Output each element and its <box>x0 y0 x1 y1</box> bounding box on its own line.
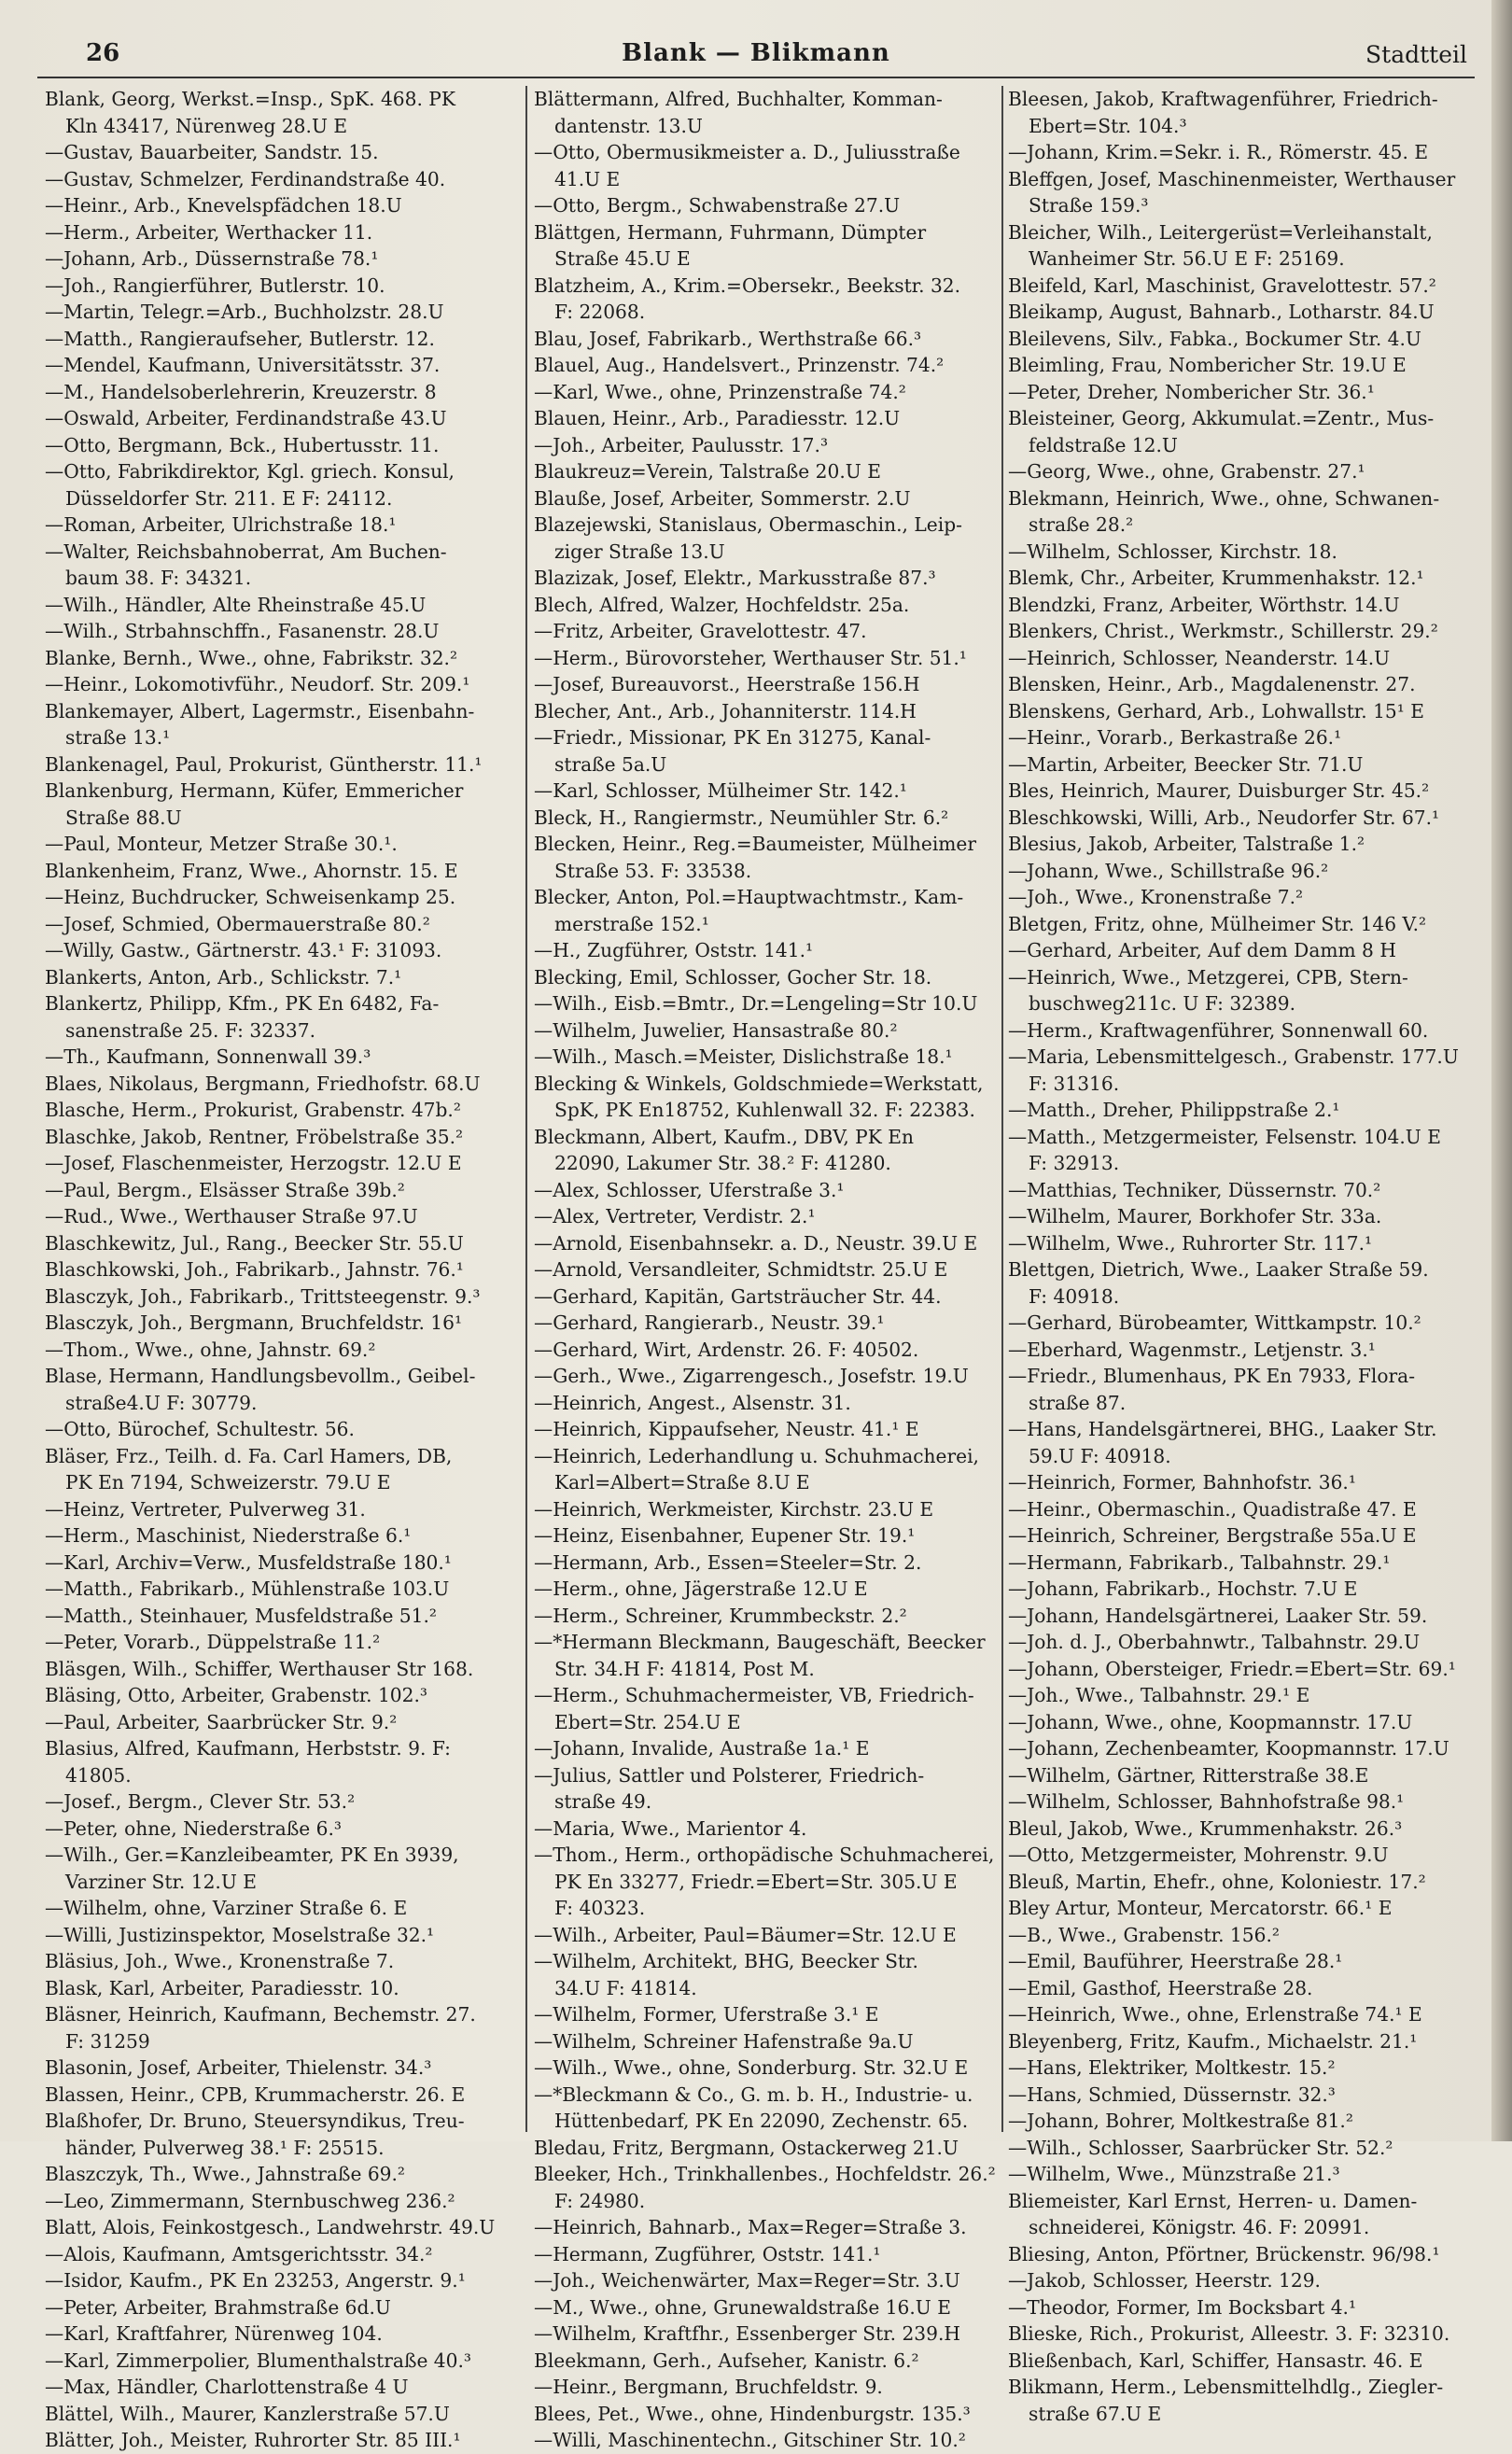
directory-line: —Wilhelm, Gärtner, Ritterstraße 38.E <box>1008 1763 1369 1787</box>
directory-line: —Johann, Bohrer, Moltkestraße 81.² <box>1008 2110 1353 2132</box>
directory-line: —Willi, Maschinentechn., Gitschiner Str. 10.² <box>534 2429 966 2451</box>
directory-line: —Friedr., Blumenhaus, PK En 7933, Flora- <box>1008 1365 1416 1387</box>
directory-line: Blauel, Aug., Handelsvert., Prinzenstr. 74.² <box>534 354 945 376</box>
directory-line: —Wilhelm, Schreiner Hafenstraße 9a.U <box>534 2029 914 2053</box>
directory-line: —Heinrich, Schreiner, Bergstraße 55a.U E <box>1008 1524 1417 1547</box>
directory-line: —Hermann, Zugführer, Oststr. 141.¹ <box>534 2242 881 2265</box>
directory-line: —Herm., Bürovorsteher, Werthauser Str. 51.¹ <box>534 646 967 669</box>
directory-line: —Peter, Arbeiter, Brahmstraße 6d.U <box>45 2295 391 2319</box>
directory-line: —Josef., Bergm., Clever Str. 53.² <box>45 1790 356 1813</box>
directory-line: dantenstr. 13.U <box>554 114 703 137</box>
directory-line: Bleul, Jakob, Wwe., Krummenhakstr. 26.³ <box>1008 1816 1403 1840</box>
directory-line: Blaukreuz=Verein, Talstraße 20.U E <box>534 460 881 483</box>
directory-line: F: 31316. <box>1029 1072 1120 1095</box>
directory-line: —Johann, Fabrikarb., Hochstr. 7.U E <box>1008 1578 1358 1600</box>
directory-line: —Matth., Fabrikarb., Mühlenstraße 103.U <box>45 1578 450 1600</box>
directory-line: —Wilhelm, Kraftfhr., Essenberger Str. 239.H <box>534 2322 961 2345</box>
directory-line: —Gerhard, Arbeiter, Auf dem Damm 8 H <box>1008 939 1396 961</box>
directory-line: —Karl, Kraftfahrer, Nürenweg 104. <box>45 2322 383 2345</box>
directory-line: —Josef, Flaschenmeister, Herzogstr. 12.U E <box>45 1152 462 1174</box>
directory-line: Blättermann, Alfred, Buchhalter, Komman- <box>534 88 943 110</box>
directory-line: —Josef, Bureauvorst., Heerstraße 156.H <box>534 673 920 695</box>
directory-line: —Wilh., Ger.=Kanzleibeamter, PK En 3939, <box>45 1844 459 1866</box>
directory-line: Blenkers, Christ., Werkmstr., Schillerstr. 29.² <box>1008 620 1438 642</box>
directory-line: Blaschke, Jakob, Rentner, Fröbelstraße 35.² <box>45 1125 464 1148</box>
directory-line: —Karl, Schlosser, Mülheimer Str. 142.¹ <box>534 779 907 802</box>
directory-line: —Joh. d. J., Oberbahnwtr., Talbahnstr. 29.U <box>1008 1631 1421 1653</box>
directory-line: —Rud., Wwe., Werthauser Straße 97.U <box>45 1205 418 1227</box>
directory-line: —Hans, Handelsgärtnerei, BHG., Laaker Str. <box>1008 1418 1437 1440</box>
directory-line: —Herm., Arbeiter, Werthacker 11. <box>45 220 373 244</box>
directory-line: Str. 34.H F: 41814, Post M. <box>554 1657 815 1680</box>
directory-line: —Hans, Schmied, Düssernstr. 32.³ <box>1008 2082 1336 2106</box>
directory-line: —Paul, Monteur, Metzer Straße 30.¹. <box>45 833 398 855</box>
directory-line: —Herm., Kraftwagenführer, Sonnenwall 60. <box>1008 1018 1429 1042</box>
directory-line: straße4.U F: 30779. <box>65 1391 258 1414</box>
directory-line: —Otto, Bergmann, Bck., Hubertusstr. 11. <box>45 433 440 456</box>
directory-line: Blasonin, Josef, Arbeiter, Thielenstr. 34.³ <box>45 2056 432 2079</box>
directory-line: —Heinrich, Bahnarb., Max=Reger=Straße 3. <box>534 2216 967 2238</box>
directory-line: —Josef, Schmied, Obermauerstraße 80.² <box>45 912 430 935</box>
directory-line: PK En 7194, Schweizerstr. 79.U E <box>65 1471 391 1493</box>
directory-line: Blensken, Heinr., Arb., Magdalenenstr. 27. <box>1008 673 1416 695</box>
directory-line: Blemk, Chr., Arbeiter, Krummenhakstr. 12.¹ <box>1008 567 1424 589</box>
directory-line: —Fritz, Arbeiter, Gravelottestr. 47. <box>534 620 867 642</box>
column-1 <box>45 86 519 2451</box>
directory-line: —Wilhelm, Wwe., Münzstraße 21.³ <box>1008 2163 1340 2185</box>
directory-line: F: 32913. <box>1029 1152 1120 1174</box>
directory-line: 41.U E <box>554 167 621 190</box>
directory-line: Bles, Heinrich, Maurer, Duisburger Str. 45.² <box>1008 779 1430 802</box>
directory-line: —Theodor, Former, Im Bocksbart 4.¹ <box>1008 2295 1357 2319</box>
directory-line: —Gerhard, Wirt, Ardenstr. 26. F: 40502. <box>534 1338 919 1361</box>
directory-line: —Wilh., Eisb.=Bmtr., Dr.=Lengeling=Str 10.U <box>534 992 978 1015</box>
directory-line: Bleicher, Wilh., Leitergerüst=Verleihanstalt, <box>1008 220 1433 244</box>
directory-line: PK En 33277, Friedr.=Ebert=Str. 305.U E <box>554 1870 958 1893</box>
directory-line: Bläsius, Joh., Wwe., Kronenstraße 7. <box>45 1950 395 1972</box>
directory-line: —Willi, Justizinspektor, Moselstraße 32.¹ <box>45 1923 435 1946</box>
directory-line: —Hans, Elektriker, Moltkestr. 15.² <box>1008 2056 1336 2079</box>
directory-line: —Peter, Dreher, Nombericher Str. 36.¹ <box>1008 380 1375 403</box>
directory-line: Varziner Str. 12.U E <box>65 1870 257 1893</box>
directory-line: Blecking, Emil, Schlosser, Gocher Str. 18. <box>534 965 932 989</box>
directory-line: Bläsing, Otto, Arbeiter, Grabenstr. 102.³ <box>45 1684 428 1706</box>
directory-line: —Joh., Arbeiter, Paulusstr. 17.³ <box>534 433 829 456</box>
directory-line: Bleck, H., Rangiermstr., Neumühler Str. 6.² <box>534 806 949 829</box>
directory-line: —H., Zugführer, Oststr. 141.¹ <box>534 939 814 961</box>
directory-line: —Julius, Sattler und Polsterer, Friedrich- <box>534 1763 925 1787</box>
directory-line: —Peter, Vorarb., Düppelstraße 11.² <box>45 1631 381 1653</box>
directory-line: —Emil, Gasthof, Heerstraße 28. <box>1008 1976 1313 1999</box>
directory-line: —Karl, Zimmerpolier, Blumenthalstraße 40.³ <box>45 2349 472 2372</box>
directory-line: —Heinr., Lokomotivführ., Neudorf. Str. 209.¹ <box>45 673 470 695</box>
directory-line: —Paul, Arbeiter, Saarbrücker Str. 9.² <box>45 1710 398 1733</box>
page-number: 26 <box>86 39 120 67</box>
directory-line: Karl=Albert=Straße 8.U E <box>554 1471 810 1493</box>
directory-line: Blaszczyk, Th., Wwe., Jahnstraße 69.² <box>45 2163 406 2185</box>
directory-line: —Friedr., Missionar, PK En 31275, Kanal- <box>534 726 931 749</box>
directory-line: Blankenburg, Hermann, Küfer, Emmericher <box>45 779 464 802</box>
directory-line: —Johann, Arb., Düssernstraße 78.¹ <box>45 247 379 270</box>
directory-line: Blendzki, Franz, Arbeiter, Wörthstr. 14.U <box>1008 593 1400 616</box>
directory-line: baum 38. F: 34321. <box>65 567 252 589</box>
running-title: Blank — Blikmann <box>622 39 890 67</box>
directory-line: —Joh., Weichenwärter, Max=Reger=Str. 3.U <box>534 2269 960 2292</box>
column-divider-2 <box>1001 86 1003 2132</box>
directory-line: —Heinr., Vorarb., Berkastraße 26.¹ <box>1008 726 1342 749</box>
directory-line: —Wilhelm, Former, Uferstraße 3.¹ E <box>534 2003 879 2026</box>
directory-line: —Georg, Wwe., ohne, Grabenstr. 27.¹ <box>1008 460 1365 483</box>
directory-line: —Wilh., Schlosser, Saarbrücker Str. 52.² <box>1008 2136 1393 2159</box>
directory-line: Blasczyk, Joh., Fabrikarb., Trittsteegenstr. 9.³ <box>45 1284 481 1308</box>
directory-line: —Johann, Zechenbeamter, Koopmannstr. 17.U <box>1008 1737 1449 1760</box>
directory-line: Bleyenberg, Fritz, Kaufm., Michaelstr. 21.¹ <box>1008 2029 1418 2053</box>
directory-line: Blech, Alfred, Walzer, Hochfeldstr. 25a. <box>534 593 910 616</box>
directory-line: Bletgen, Fritz, ohne, Mülheimer Str. 146 V.² <box>1008 912 1427 935</box>
directory-line: Blatzheim, A., Krim.=Obersekr., Beekstr. 32. <box>534 273 961 297</box>
directory-line: —*Bleckmann & Co., G. m. b. H., Industrie- u. <box>534 2082 973 2106</box>
directory-line: 59.U F: 40918. <box>1029 1444 1171 1467</box>
directory-line: Blikmann, Herm., Lebensmittelhdlg., Ziegler- <box>1008 2376 1444 2398</box>
directory-line: —Leo, Zimmermann, Sternbuschweg 236.² <box>45 2189 455 2212</box>
directory-line: —Th., Kaufmann, Sonnenwall 39.³ <box>45 1045 371 1068</box>
directory-line: —Joh., Wwe., Talbahnstr. 29.¹ E <box>1008 1684 1310 1706</box>
directory-line: —Herm., Maschinist, Niederstraße 6.¹ <box>45 1524 412 1547</box>
directory-line: Blank, Georg, Werkst.=Insp., SpK. 468. PK <box>45 88 455 110</box>
directory-line: —Wilhelm, Wwe., Ruhrorter Str. 117.¹ <box>1008 1231 1373 1255</box>
directory-line: —Wilhelm, Architekt, BHG, Beecker Str. <box>534 1950 918 1972</box>
directory-line: buschweg211c. U F: 32389. <box>1029 992 1295 1015</box>
directory-line: —Gerhard, Bürobeamter, Wittkampstr. 10.² <box>1008 1311 1421 1334</box>
directory-line: —Herm., ohne, Jägerstraße 12.U E <box>534 1578 868 1600</box>
directory-line: —*Hermann Bleckmann, Baugeschäft, Beecker <box>534 1631 986 1653</box>
section-label: Stadtteil <box>1365 41 1467 68</box>
directory-line: —Alois, Kaufmann, Amtsgerichtsstr. 34.² <box>45 2242 433 2265</box>
directory-line: Bley Artur, Monteur, Mercatorstr. 66.¹ E <box>1008 1897 1393 1919</box>
directory-line: —Arnold, Versandleiter, Schmidtstr. 25.U E <box>534 1258 948 1281</box>
directory-line: —Walter, Reichsbahnoberrat, Am Buchen- <box>45 540 447 563</box>
directory-line: 34.U F: 41814. <box>554 1976 697 1999</box>
directory-line: Bleilevens, Silv., Fabka., Bockumer Str. 4.U <box>1008 327 1421 350</box>
directory-line: —Paul, Bergm., Elsässer Straße 39b.² <box>45 1178 405 1201</box>
directory-line: —Hermann, Fabrikarb., Talbahnstr. 29.¹ <box>1008 1550 1391 1574</box>
directory-line: —Wilh., Masch.=Meister, Dislichstraße 18.¹ <box>534 1045 953 1068</box>
directory-line: Ebert=Str. 254.U E <box>554 1710 741 1733</box>
directory-line: merstraße 152.¹ <box>554 912 709 935</box>
directory-line: —Joh., Wwe., Kronenstraße 7.² <box>1008 886 1304 908</box>
directory-line: Blasche, Herm., Prokurist, Grabenstr. 47b.² <box>45 1099 461 1121</box>
directory-line: —Johann, Obersteiger, Friedr.=Ebert=Str. 69.¹ <box>1008 1657 1456 1680</box>
directory-line: Bleifeld, Karl, Maschinist, Gravelottestr. 57.² <box>1008 273 1436 297</box>
directory-line: Blättgen, Hermann, Fuhrmann, Dümpter <box>534 220 927 244</box>
directory-line: straße 28.² <box>1029 513 1134 536</box>
directory-line: —Heinz, Eisenbahner, Eupener Str. 19.¹ <box>534 1524 916 1547</box>
directory-line: —M., Handelsoberlehrerin, Kreuzerstr. 8 <box>45 380 437 403</box>
directory-line: händer, Pulverweg 38.¹ F: 25515. <box>65 2136 385 2159</box>
directory-line: Bläser, Frz., Teilh. d. Fa. Carl Hamers, DB, <box>45 1444 453 1467</box>
directory-line: Bleikamp, August, Bahnarb., Lotharstr. 84.U <box>1008 301 1435 323</box>
directory-line: —Max, Händler, Charlottenstraße 4 U <box>45 2376 409 2398</box>
directory-line: —Hermann, Arb., Essen=Steeler=Str. 2. <box>534 1550 922 1574</box>
directory-line: —Gerh., Wwe., Zigarrengesch., Josefstr. 19.U <box>534 1365 969 1387</box>
directory-line: Straße 159.³ <box>1029 194 1149 217</box>
directory-line: Blankertz, Philipp, Kfm., PK En 6482, Fa- <box>45 992 440 1015</box>
directory-line: —Otto, Fabrikdirektor, Kgl. griech. Konsul, <box>45 460 455 483</box>
directory-line: —Karl, Archiv=Verw., Musfeldstraße 180.¹ <box>45 1550 452 1574</box>
directory-line: —M., Wwe., ohne, Grunewaldstraße 16.U E <box>534 2295 951 2319</box>
directory-line: —Thom., Herm., orthopädische Schuhmacherei, <box>534 1844 995 1866</box>
directory-line: —Heinrich, Former, Bahnhofstr. 36.¹ <box>1008 1471 1356 1493</box>
directory-line: —Wilhelm, Maurer, Borkhofer Str. 33a. <box>1008 1205 1382 1227</box>
directory-line: —Peter, ohne, Niederstraße 6.³ <box>45 1816 343 1840</box>
directory-line: Blesius, Jakob, Arbeiter, Talstraße 1.² <box>1008 833 1365 855</box>
directory-line: Blauen, Heinr., Arb., Paradiesstr. 12.U <box>534 407 901 429</box>
directory-line: Blatt, Alois, Feinkostgesch., Landwehrstr. 49.U <box>45 2216 496 2238</box>
directory-line: Blankerts, Anton, Arb., Schlickstr. 7.¹ <box>45 965 402 989</box>
directory-line: —B., Wwe., Grabenstr. 156.² <box>1008 1923 1280 1946</box>
directory-line: Bleekmann, Gerh., Aufseher, Kanistr. 6.² <box>534 2349 919 2372</box>
directory-line: Bleisteiner, Georg, Akkumulat.=Zentr., Mus- <box>1008 407 1435 429</box>
directory-line: Blecker, Anton, Pol.=Hauptwachtmstr., Kam- <box>534 886 964 908</box>
directory-line: —Isidor, Kaufm., PK En 23253, Angerstr. 9.¹ <box>45 2269 466 2292</box>
directory-line: —Joh., Rangierführer, Butlerstr. 10. <box>45 273 385 297</box>
directory-line: Blask, Karl, Arbeiter, Paradiesstr. 10. <box>45 1976 399 1999</box>
directory-line: Blankenagel, Paul, Prokurist, Güntherstr. 11.¹ <box>45 752 483 776</box>
directory-line: —Matth., Metzgermeister, Felsenstr. 104.U E <box>1008 1125 1441 1148</box>
directory-line: Bleeker, Hch., Trinkhallenbes., Hochfeldstr. 26.² <box>534 2163 996 2185</box>
directory-line: Blätter, Joh., Meister, Ruhrorter Str. 85 III.¹ <box>45 2429 461 2451</box>
directory-line: straße 13.¹ <box>65 726 171 749</box>
directory-line: —Wilhelm, Schlosser, Bahnhofstraße 98.¹ <box>1008 1790 1405 1813</box>
directory-line: —Johann, Krim.=Sekr. i. R., Römerstr. 45. E <box>1008 141 1429 163</box>
directory-line: —Heinr., Obermaschin., Quadistraße 47. E <box>1008 1497 1417 1521</box>
directory-line: —Gustav, Bauarbeiter, Sandstr. 15. <box>45 141 379 163</box>
directory-line: —Heinrich, Lederhandlung u. Schuhmacherei, <box>534 1444 979 1467</box>
directory-line: Wanheimer Str. 56.U E F: 25169. <box>1029 247 1345 270</box>
directory-line: Blazejewski, Stanislaus, Obermaschin., Leip- <box>534 513 962 536</box>
directory-line: Straße 45.U E <box>554 247 691 270</box>
directory-line: Bließenbach, Karl, Schiffer, Hansastr. 46. E <box>1008 2349 1423 2372</box>
directory-line: straße 49. <box>554 1790 652 1813</box>
directory-line: Blase, Hermann, Handlungsbevollm., Geibel- <box>45 1365 476 1387</box>
directory-line: 22090, Lakumer Str. 38.² F: 41280. <box>554 1152 891 1174</box>
directory-line: Ebert=Str. 104.³ <box>1029 114 1187 137</box>
directory-line: Bleckmann, Albert, Kaufm., DBV, PK En <box>534 1125 915 1148</box>
directory-line: —Heinrich, Kippaufseher, Neustr. 41.¹ E <box>534 1418 919 1440</box>
directory-line: straße 67.U E <box>1029 2402 1162 2425</box>
directory-line: Blees, Pet., Wwe., ohne, Hindenburgstr. 135.³ <box>534 2402 971 2425</box>
directory-line: Blassen, Heinr., CPB, Krummacherstr. 26. E <box>45 2082 466 2106</box>
directory-line: Blieske, Rich., Prokurist, Alleestr. 3. F: 32310. <box>1008 2322 1450 2345</box>
directory-line: Blättel, Wilh., Maurer, Kanzlerstraße 57.U <box>45 2402 450 2425</box>
directory-line: —Otto, Bürochef, Schultestr. 56. <box>45 1418 355 1440</box>
directory-line: straße 5a.U <box>554 752 667 776</box>
directory-line: Düsseldorfer Str. 211. E F: 24112. <box>65 486 393 510</box>
directory-line: —Thom., Wwe., ohne, Jahnstr. 69.² <box>45 1338 376 1361</box>
directory-line: —Wilh., Wwe., ohne, Sonderburg. Str. 32.U E <box>534 2056 969 2079</box>
directory-line: —Wilh., Strbahnschffn., Fasanenstr. 28.U <box>45 620 440 642</box>
directory-line: Bleesen, Jakob, Kraftwagenführer, Friedrich- <box>1008 88 1438 110</box>
directory-line: sanenstraße 25. F: 32337. <box>65 1018 316 1042</box>
directory-line: Hüttenbedarf, PK En 22090, Zechenstr. 65. <box>554 2110 969 2132</box>
directory-line: —Matth., Rangieraufseher, Butlerstr. 12. <box>45 327 435 350</box>
directory-line: F: 31259 <box>65 2029 150 2053</box>
column-divider-1 <box>525 86 527 2132</box>
directory-line: Blecking & Winkels, Goldschmiede=Werkstatt, <box>534 1072 984 1095</box>
directory-line: —Gerhard, Rangierarb., Neustr. 39.¹ <box>534 1311 885 1334</box>
column-3 <box>1008 86 1475 2425</box>
directory-line: —Oswald, Arbeiter, Ferdinandstraße 43.U <box>45 407 447 429</box>
directory-line: —Johann, Handelsgärtnerei, Laaker Str. 59. <box>1008 1604 1428 1627</box>
directory-line: Blanke, Bernh., Wwe., ohne, Fabrikstr. 32.² <box>45 646 458 669</box>
directory-line: —Martin, Telegr.=Arb., Buchholzstr. 28.U <box>45 301 444 323</box>
directory-line: Blecher, Ant., Arb., Johanniterstr. 114.H <box>534 699 917 722</box>
directory-line: —Wilh., Arbeiter, Paul=Bäumer=Str. 12.U E <box>534 1923 957 1946</box>
directory-line: —Heinr., Arb., Knevelspfädchen 18.U <box>45 194 402 217</box>
directory-line: —Wilhelm, Juwelier, Hansastraße 80.² <box>534 1018 898 1042</box>
directory-line: —Martin, Arbeiter, Beecker Str. 71.U <box>1008 752 1364 776</box>
directory-line: Blasczyk, Joh., Bergmann, Bruchfeldstr. 16¹ <box>45 1311 463 1334</box>
directory-line: Blankemayer, Albert, Lagermstr., Eisenbahn- <box>45 699 475 722</box>
directory-line: feldstraße 12.U <box>1029 433 1178 456</box>
directory-line: F: 22068. <box>554 301 646 323</box>
directory-line: Kln 43417, Nürenweg 28.U E <box>65 114 348 137</box>
directory-line: F: 40918. <box>1029 1284 1120 1308</box>
directory-line: —Eberhard, Wagenmstr., Letjenstr. 3.¹ <box>1008 1338 1376 1361</box>
directory-line: —Maria, Wwe., Marientor 4. <box>534 1816 807 1840</box>
directory-line: Blaes, Nikolaus, Bergmann, Friedhofstr. 68.U <box>45 1072 481 1095</box>
directory-line: —Herm., Schreiner, Krummbeckstr. 2.² <box>534 1604 907 1627</box>
directory-line: —Johann, Wwe., Schillstraße 96.² <box>1008 859 1329 882</box>
directory-line: 41805. <box>65 1763 132 1787</box>
directory-line: —Mendel, Kaufmann, Universitätsstr. 37. <box>45 354 441 376</box>
directory-line: —Karl, Wwe., ohne, Prinzenstraße 74.² <box>534 380 906 403</box>
directory-line: —Otto, Obermusikmeister a. D., Juliusstraße <box>534 141 960 163</box>
directory-line: —Maria, Lebensmittelgesch., Grabenstr. 177.U <box>1008 1045 1459 1068</box>
directory-line: Blaßhofer, Dr. Bruno, Steuersyndikus, Treu- <box>45 2110 465 2132</box>
directory-line: —Matthias, Techniker, Düssernstr. 70.² <box>1008 1178 1381 1201</box>
page-header <box>37 35 1475 78</box>
directory-line: —Gerhard, Kapitän, Gartsträucher Str. 44. <box>534 1284 942 1308</box>
directory-line: —Matth., Dreher, Philippstraße 2.¹ <box>1008 1099 1340 1121</box>
directory-line: Blettgen, Dietrich, Wwe., Laaker Straße 59. <box>1008 1258 1429 1281</box>
directory-line: schneiderei, Königstr. 46. F: 20991. <box>1029 2216 1370 2238</box>
directory-line: —Wilh., Händler, Alte Rheinstraße 45.U <box>45 593 427 616</box>
directory-line: —Johann, Wwe., ohne, Koopmannstr. 17.U <box>1008 1710 1413 1733</box>
directory-line: —Willy, Gastw., Gärtnerstr. 43.¹ F: 31093. <box>45 939 442 961</box>
directory-line: Bläsgen, Wilh., Schiffer, Werthauser Str 168. <box>45 1657 474 1680</box>
directory-line: —Heinz, Vertreter, Pulverweg 31. <box>45 1497 366 1521</box>
directory-line: Blazizak, Josef, Elektr., Markusstraße 87.³ <box>534 567 936 589</box>
directory-line: —Gustav, Schmelzer, Ferdinandstraße 40. <box>45 167 446 190</box>
directory-line: Bliemeister, Karl Ernst, Herren- u. Damen- <box>1008 2189 1418 2212</box>
directory-line: —Johann, Invalide, Austraße 1a.¹ E <box>534 1737 870 1760</box>
directory-line: —Heinrich, Angest., Alsenstr. 31. <box>534 1391 851 1414</box>
directory-line: Straße 53. F: 33538. <box>554 859 752 882</box>
directory-line: —Heinrich, Werkmeister, Kirchstr. 23.U E <box>534 1497 934 1521</box>
column-2 <box>534 86 997 2451</box>
directory-line: —Roman, Arbeiter, Ulrichstraße 18.¹ <box>45 513 397 536</box>
directory-line: —Wilhelm, Schlosser, Kirchstr. 18. <box>1008 540 1337 563</box>
directory-line: Bläsner, Heinrich, Kaufmann, Bechemstr. 27. <box>45 2003 476 2026</box>
page-edge <box>1491 0 1512 2141</box>
directory-line: Bleffgen, Josef, Maschinenmeister, Werthauser <box>1008 167 1456 190</box>
directory-line: Bleuß, Martin, Ehefr., ohne, Koloniestr. 17.² <box>1008 1870 1426 1893</box>
directory-line: ziger Straße 13.U <box>554 540 725 563</box>
directory-line: Blau, Josef, Fabrikarb., Werthstraße 66.³ <box>534 327 922 350</box>
directory-line: —Matth., Steinhauer, Musfeldstraße 51.² <box>45 1604 438 1627</box>
directory-line: F: 24980. <box>554 2189 646 2212</box>
directory-line: Blaschkewitz, Jul., Rang., Beecker Str. 55.U <box>45 1231 464 1255</box>
directory-line: Bliesing, Anton, Pförtner, Brückenstr. 96/98.¹ <box>1008 2242 1440 2265</box>
directory-line: —Heinrich, Wwe., ohne, Erlenstraße 74.¹ E <box>1008 2003 1422 2026</box>
directory-line: —Emil, Bauführer, Heerstraße 28.¹ <box>1008 1950 1343 1972</box>
directory-line: —Heinz, Buchdrucker, Schweisenkamp 25. <box>45 886 456 908</box>
directory-line: straße 87. <box>1029 1391 1127 1414</box>
directory-line: —Alex, Schlosser, Uferstraße 3.¹ <box>534 1178 845 1201</box>
directory-line: Blekmann, Heinrich, Wwe., ohne, Schwanen- <box>1008 486 1440 510</box>
directory-line: Blenskens, Gerhard, Arb., Lohwallstr. 15¹ E <box>1008 699 1425 722</box>
directory-line: —Heinr., Bergmann, Bruchfeldstr. 9. <box>534 2376 883 2398</box>
directory-line: Bleimling, Frau, Nombericher Str. 19.U E <box>1008 354 1407 376</box>
directory-line: Blecken, Heinr., Reg.=Baumeister, Mülheimer <box>534 833 977 855</box>
directory-line: —Jakob, Schlosser, Heerstr. 129. <box>1008 2269 1321 2292</box>
directory-line: Blaschkowski, Joh., Fabrikarb., Jahnstr. 76.¹ <box>45 1258 464 1281</box>
directory-line: —Arnold, Eisenbahnsekr. a. D., Neustr. 39.U E <box>534 1231 978 1255</box>
directory-line: Blasius, Alfred, Kaufmann, Herbststr. 9. F: <box>45 1737 451 1760</box>
directory-line: Blankenheim, Franz, Wwe., Ahornstr. 15. E <box>45 859 458 882</box>
directory-line: Blauße, Josef, Arbeiter, Sommerstr. 2.U <box>534 486 911 510</box>
directory-line: SpK, PK En18752, Kuhlenwall 32. F: 22383. <box>554 1099 975 1121</box>
directory-line: —Heinrich, Wwe., Metzgerei, CPB, Stern- <box>1008 965 1408 989</box>
directory-line: Straße 88.U <box>65 806 182 829</box>
directory-line: F: 40323. <box>554 1897 646 1919</box>
directory-line: —Otto, Bergm., Schwabenstraße 27.U <box>534 194 901 217</box>
directory-line: Bledau, Fritz, Bergmann, Ostackerweg 21.U <box>534 2136 959 2159</box>
directory-line: —Wilhelm, ohne, Varziner Straße 6. E <box>45 1897 408 1919</box>
directory-line: —Alex, Vertreter, Verdistr. 2.¹ <box>534 1205 816 1227</box>
directory-line: —Heinrich, Schlosser, Neanderstr. 14.U <box>1008 646 1391 669</box>
directory-line: —Herm., Schuhmachermeister, VB, Friedrich- <box>534 1684 974 1706</box>
directory-line: Bleschkowski, Willi, Arb., Neudorfer Str. 67.¹ <box>1008 806 1440 829</box>
directory-line: —Otto, Metzgermeister, Mohrenstr. 9.U <box>1008 1844 1389 1866</box>
